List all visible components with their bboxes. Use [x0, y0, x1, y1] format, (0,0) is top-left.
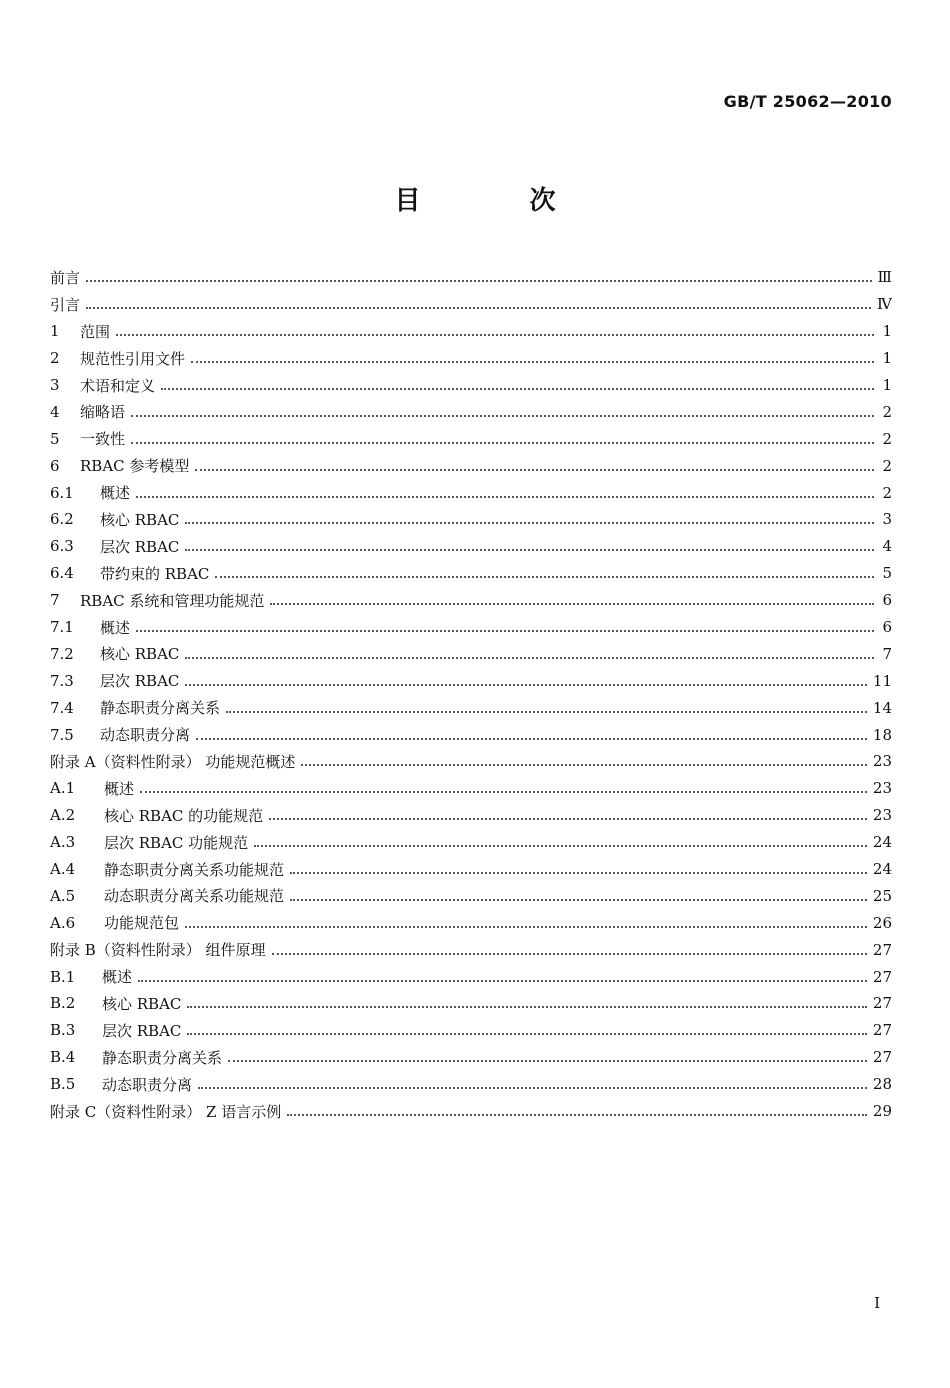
toc-entry-page: 1 [882, 322, 892, 341]
toc-entry[interactable] [50, 748, 892, 775]
toc-entry[interactable] [50, 990, 892, 1017]
toc-entry-number: B.5 [50, 1075, 76, 1094]
dot-leader [198, 1087, 867, 1089]
dot-leader [136, 630, 874, 632]
toc-entry-page: 6 [882, 618, 892, 637]
toc-entry-page: 2 [882, 402, 892, 421]
toc-entry-label: 动态职责分离 [102, 1075, 193, 1094]
dot-leader [187, 1033, 867, 1035]
toc-entry-number: B.2 [50, 994, 76, 1013]
toc-entry[interactable] [50, 829, 892, 856]
toc-entry-label: 概述 [100, 618, 131, 637]
toc-entry-page: 14 [872, 698, 892, 717]
toc-entry[interactable] [50, 264, 892, 291]
toc-entry-label: 核心 RBAC [100, 645, 180, 664]
toc-entry[interactable] [50, 614, 892, 641]
toc-entry-label: 静态职责分离关系 [100, 699, 221, 718]
toc-entry-number: 7.5 [50, 725, 74, 744]
standard-number: GB/T 25062—2010 [723, 92, 892, 111]
toc-entry-number: 5 [50, 429, 60, 448]
toc-entry-page: 25 [872, 886, 892, 905]
toc-entry-label: 层次 RBAC [100, 537, 180, 556]
toc-entry-label: 核心 RBAC 的功能规范 [104, 806, 264, 825]
toc-entry-number: 4 [50, 402, 60, 421]
toc-entry-number: 1 [50, 322, 60, 341]
toc-entry-label: 附录 C（资料性附录） Z 语言示例 [50, 1102, 282, 1121]
toc-entry-page: Ⅳ [877, 295, 892, 314]
toc-entry-page: 18 [872, 725, 892, 744]
dot-leader [270, 603, 874, 605]
toc-entry[interactable] [50, 856, 892, 883]
toc-entry-page: 24 [872, 860, 892, 879]
toc-entry-number: B.4 [50, 1048, 76, 1067]
table-of-contents [50, 264, 892, 1125]
toc-entry-label: 概述 [104, 779, 135, 798]
toc-entry[interactable] [50, 533, 892, 560]
dot-leader [287, 1114, 867, 1116]
toc-entry-number: 3 [50, 376, 60, 394]
toc-entry-number: 6.1 [50, 483, 74, 502]
dot-leader [228, 1060, 867, 1062]
dot-leader [187, 1006, 867, 1008]
dot-leader [131, 415, 874, 417]
dot-leader [269, 818, 867, 820]
toc-entry[interactable] [50, 345, 892, 372]
dot-leader [185, 684, 867, 686]
toc-entry-page: 2 [882, 429, 892, 448]
toc-entry-label: 核心 RBAC [100, 510, 180, 529]
dot-leader [140, 791, 867, 793]
toc-entry-page: 29 [872, 1102, 892, 1121]
toc-entry[interactable] [50, 372, 892, 399]
toc-entry-label: 引言 [50, 295, 81, 314]
toc-entry[interactable] [50, 1071, 892, 1098]
dot-leader [272, 953, 867, 955]
toc-entry-number: A.2 [50, 806, 76, 825]
toc-entry-page: 11 [872, 671, 892, 690]
toc-entry-page: 4 [882, 537, 892, 556]
dot-leader [226, 711, 867, 713]
toc-entry[interactable] [50, 882, 892, 909]
toc-entry-label: 静态职责分离关系 [102, 1048, 223, 1067]
dot-leader [185, 926, 867, 928]
dot-leader [86, 307, 871, 309]
toc-entry-page: 23 [872, 752, 892, 771]
toc-entry[interactable] [50, 909, 892, 936]
toc-entry-label: 层次 RBAC [102, 1021, 182, 1040]
toc-entry-page: 27 [872, 1048, 892, 1067]
dot-leader [86, 280, 872, 282]
toc-entry-label: RBAC 系统和管理功能规范 [80, 591, 265, 610]
toc-entry-number: A.4 [50, 860, 76, 879]
toc-entry-label: 层次 RBAC [100, 672, 180, 691]
toc-entry-label: 附录 B（资料性附录） 组件原理 [50, 941, 266, 960]
toc-entry[interactable] [50, 963, 892, 990]
toc-entry-label: 范围 [80, 322, 111, 341]
toc-entry-label: 层次 RBAC 功能规范 [104, 833, 249, 852]
toc-entry-label: 规范性引用文件 [80, 349, 186, 368]
toc-entry-label: 术语和定义 [80, 376, 156, 395]
toc-entry-label: 动态职责分离 [100, 726, 191, 745]
toc-entry-page: 1 [882, 376, 892, 394]
dot-leader [185, 522, 874, 524]
toc-entry-label: 缩略语 [80, 403, 126, 422]
toc-entry-page: 27 [872, 1021, 892, 1040]
toc-entry-number: A.3 [50, 833, 76, 852]
dot-leader [138, 980, 867, 982]
dot-leader [301, 764, 867, 766]
toc-entry-page: 7 [882, 644, 892, 663]
dot-leader [116, 334, 874, 336]
toc-entry[interactable] [50, 425, 892, 452]
toc-entry-page: 27 [872, 994, 892, 1013]
toc-entry-number: 6 [50, 456, 60, 475]
toc-entry-page: 5 [882, 564, 892, 583]
toc-entry-page: Ⅲ [877, 268, 892, 287]
toc-entry[interactable] [50, 452, 892, 479]
toc-entry[interactable] [50, 318, 892, 345]
dot-leader [185, 549, 874, 551]
toc-entry-page: 26 [872, 913, 892, 932]
dot-leader [161, 388, 874, 390]
toc-entry[interactable] [50, 936, 892, 963]
toc-entry-page: 27 [872, 940, 892, 959]
toc-entry-label: 静态职责分离关系功能规范 [104, 860, 285, 879]
toc-entry-number: 6.2 [50, 510, 74, 529]
toc-entry-number: B.1 [50, 967, 76, 986]
toc-entry[interactable] [50, 694, 892, 721]
dot-leader [136, 496, 874, 498]
toc-entry-page: 6 [882, 591, 892, 610]
toc-entry-page: 23 [872, 806, 892, 825]
toc-entry-label: 功能规范包 [104, 914, 180, 933]
toc-entry-label: RBAC 参考模型 [80, 457, 190, 476]
toc-entry-page: 27 [872, 967, 892, 986]
dot-leader [131, 442, 874, 444]
toc-entry[interactable] [50, 506, 892, 533]
dot-leader [290, 872, 867, 874]
toc-entry-page: 23 [872, 779, 892, 798]
toc-entry-number: 7.2 [50, 644, 74, 663]
toc-entry-number: A.1 [50, 779, 76, 798]
toc-entry[interactable] [50, 560, 892, 587]
toc-entry[interactable] [50, 1098, 892, 1125]
toc-entry-number: 7.3 [50, 671, 74, 690]
toc-entry-label: 一致性 [80, 430, 126, 449]
toc-entry-number: 7.1 [50, 618, 74, 637]
toc-entry[interactable] [50, 479, 892, 506]
toc-entry[interactable] [50, 1017, 892, 1044]
toc-entry-number: A.6 [50, 913, 76, 932]
toc-entry-page: 1 [882, 349, 892, 368]
toc-entry[interactable] [50, 640, 892, 667]
toc-entry-label: 动态职责分离关系功能规范 [104, 887, 285, 906]
dot-leader [191, 361, 874, 363]
toc-entry-label: 概述 [100, 484, 131, 503]
toc-entry[interactable] [50, 667, 892, 694]
toc-entry[interactable] [50, 775, 892, 802]
toc-entry-number: B.3 [50, 1021, 76, 1040]
toc-entry-page: 24 [872, 833, 892, 852]
toc-entry-number: 7 [50, 591, 60, 610]
toc-entry-page: 3 [882, 510, 892, 529]
toc-entry-number: A.5 [50, 886, 76, 905]
toc-entry-label: 概述 [102, 968, 133, 987]
page-number: I [874, 1294, 880, 1312]
toc-entry[interactable] [50, 721, 892, 748]
toc-entry[interactable] [50, 398, 892, 425]
dot-leader [290, 899, 867, 901]
toc-entry[interactable] [50, 291, 892, 318]
dot-leader [185, 657, 874, 659]
dot-leader [195, 469, 874, 471]
dot-leader [254, 845, 867, 847]
toc-entry-number: 7.4 [50, 698, 74, 717]
toc-entry-label: 带约束的 RBAC [100, 564, 210, 583]
toc-entry-number: 6.4 [50, 564, 74, 583]
toc-entry[interactable] [50, 1044, 892, 1071]
toc-entry-label: 核心 RBAC [102, 994, 182, 1013]
toc-entry-page: 2 [882, 456, 892, 475]
toc-entry-label: 附录 A（资料性附录） 功能规范概述 [50, 752, 296, 771]
toc-entry-page: 2 [882, 483, 892, 502]
toc-entry-label: 前言 [50, 268, 81, 287]
toc-entry-number: 2 [50, 349, 60, 368]
toc-entry-number: 6.3 [50, 537, 74, 556]
toc-entry[interactable] [50, 587, 892, 614]
toc-entry-page: 28 [872, 1075, 892, 1094]
toc-entry[interactable] [50, 802, 892, 829]
dot-leader [196, 738, 867, 740]
page-title: 目 次 [394, 186, 606, 216]
dot-leader [215, 576, 874, 578]
